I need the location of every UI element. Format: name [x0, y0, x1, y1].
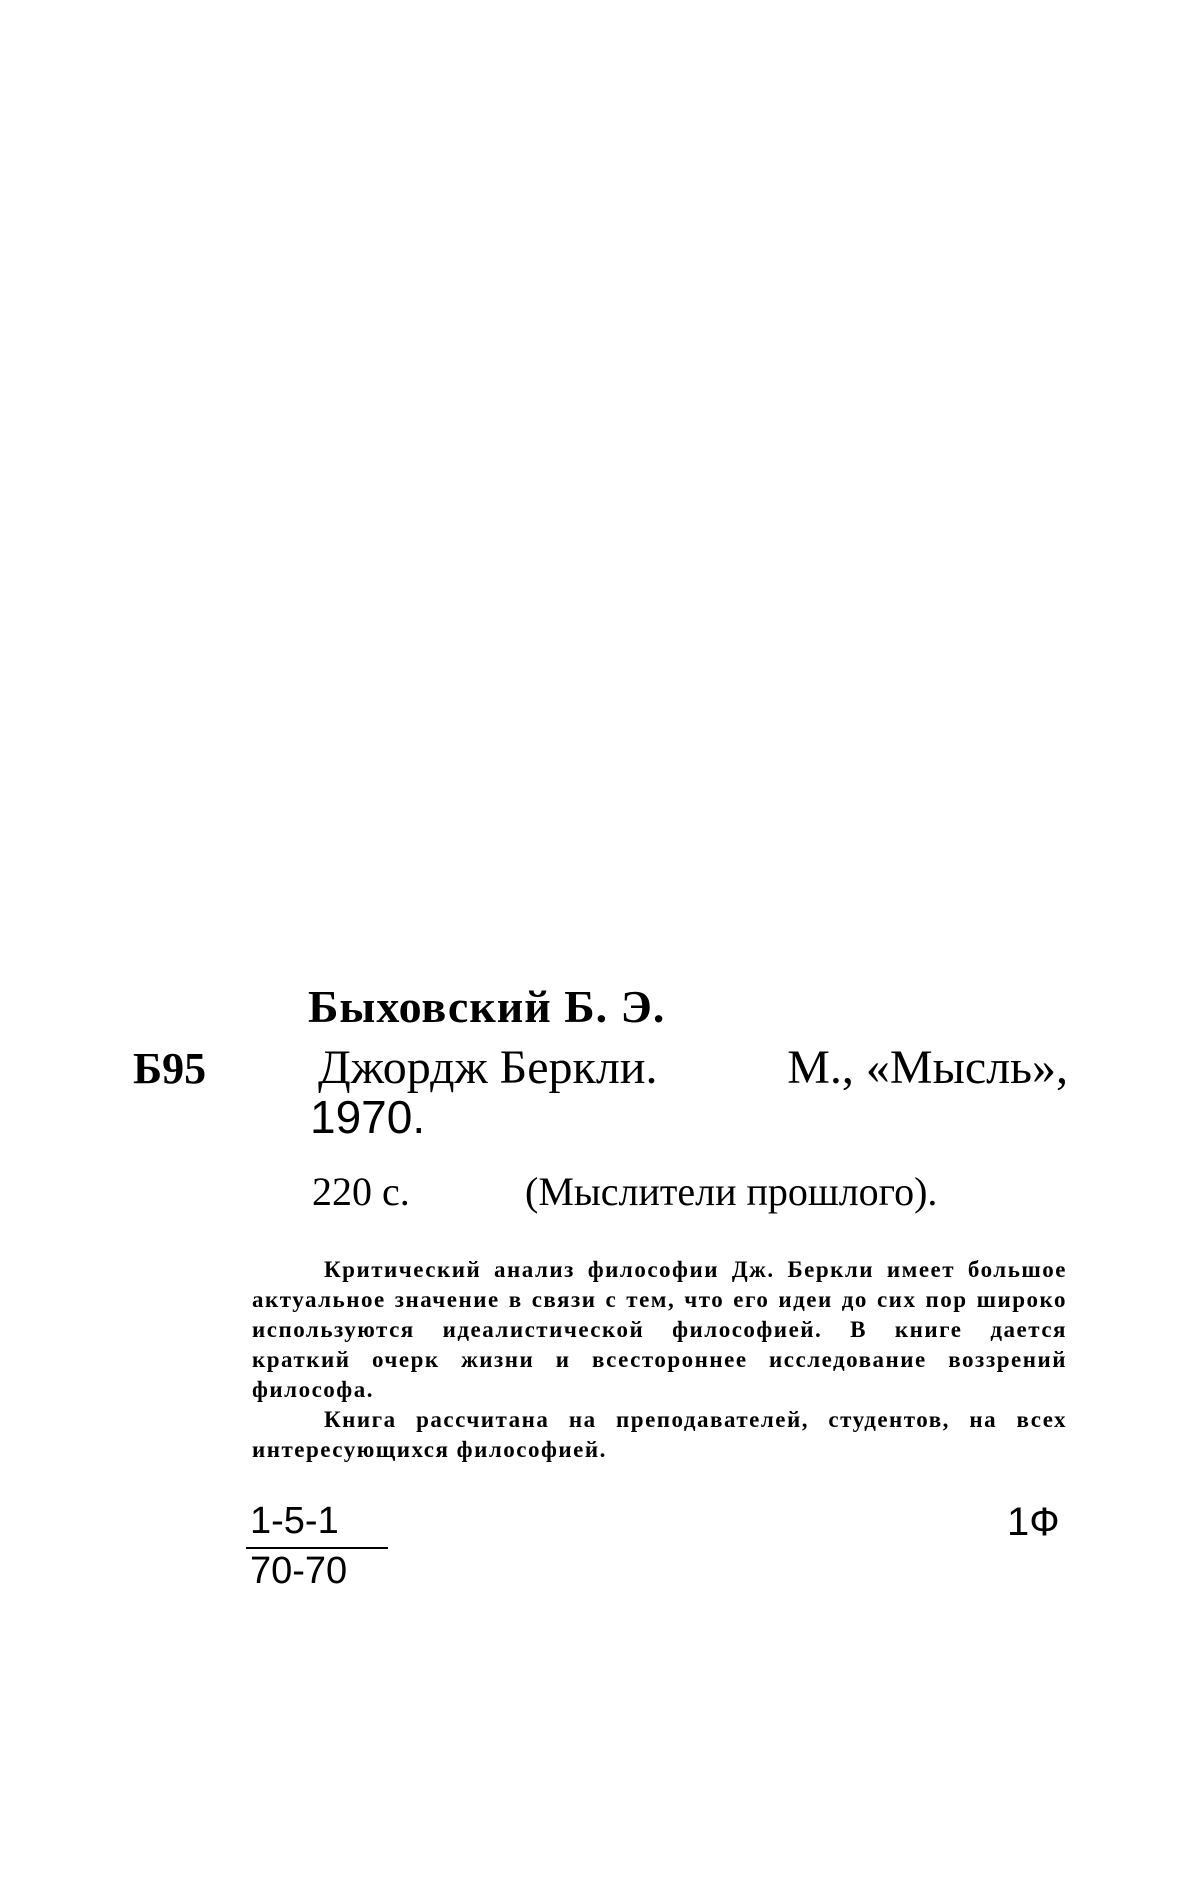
book-annotation	[252, 1255, 1067, 1465]
classification-code: 1Ф	[1007, 1500, 1060, 1544]
fraction-rule	[246, 1547, 388, 1549]
classification-denominator: 70-70	[250, 1550, 348, 1592]
publication-year: 1970.	[310, 1091, 426, 1143]
page-count: 220 с.	[312, 1169, 410, 1214]
title-publisher-line	[318, 1040, 1068, 1095]
annotation-paragraph: Критический анализ философии Дж. Беркли имеет большое актуальное значение в связи с тем, что его идеи до сих пор широко используются идеалистической философией. В книге дается краткий очерк жизни и всестороннее исследование воззрений философа.	[252, 1257, 1067, 1402]
library-index-code: Б95	[133, 1044, 207, 1093]
book-series: (Мыслители прошлого).	[525, 1169, 938, 1214]
book-title: Джордж Беркли.	[318, 1041, 658, 1094]
annotation-paragraph: Книга рассчитана на преподавателей, студентов, на всех интересующихся философией.	[252, 1407, 1067, 1462]
author-name: Быховский Б. Э.	[308, 981, 666, 1032]
classification-numerator: 1-5-1	[250, 1500, 339, 1542]
publisher: М., «Мысль»,	[787, 1041, 1068, 1094]
